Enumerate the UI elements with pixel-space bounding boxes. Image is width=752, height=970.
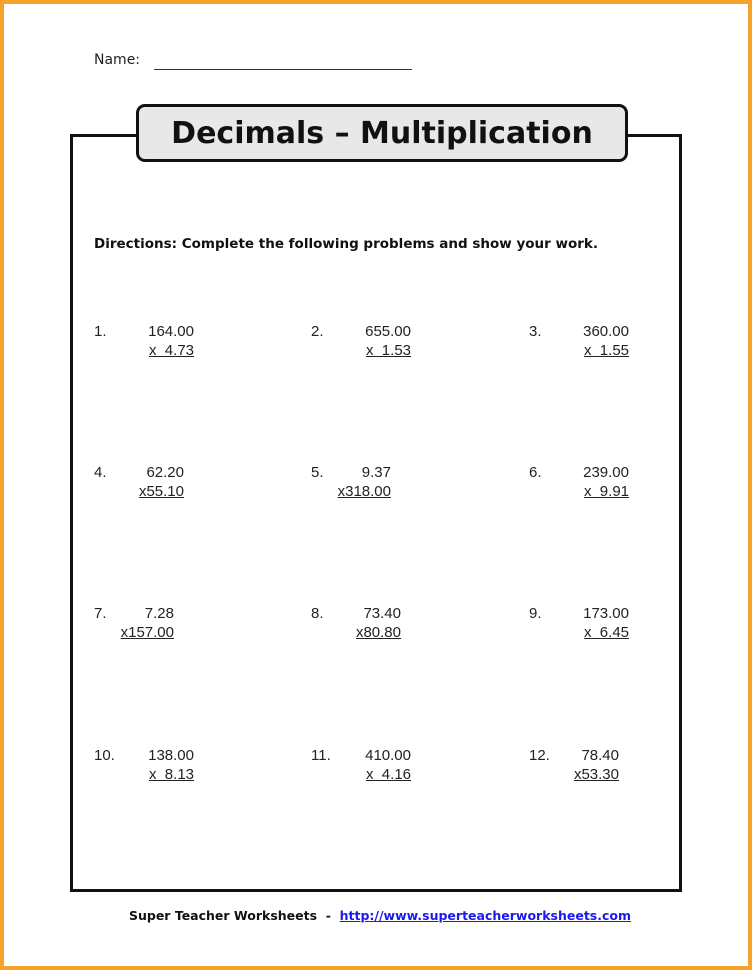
multiplicand: 655.00 <box>365 323 411 340</box>
problem-number: 9. <box>529 605 542 622</box>
multiplier: x318.00 <box>337 483 391 500</box>
problem-4 <box>94 463 184 503</box>
problem-number: 2. <box>311 323 324 340</box>
problem-1 <box>94 322 194 362</box>
multiplicand: 78.40 <box>581 747 619 764</box>
multiplicand: 62.20 <box>146 464 184 481</box>
multiplier: x 8.13 <box>148 766 194 783</box>
multiplicand: 138.00 <box>148 747 194 764</box>
problem-7 <box>94 604 174 644</box>
multiplicand: 73.40 <box>363 605 401 622</box>
problem-10 <box>94 746 194 786</box>
multiplier: x 9.91 <box>583 483 629 500</box>
problem-number: 1. <box>94 323 107 340</box>
page-title: Decimals – Multiplication <box>136 104 628 162</box>
multiplicand: 7.28 <box>144 605 174 622</box>
problem-number: 7. <box>94 605 107 622</box>
problem-number: 8. <box>311 605 324 622</box>
problem-5 <box>311 463 391 503</box>
multiplier: x55.10 <box>138 483 184 500</box>
problem-number: 10. <box>94 747 115 764</box>
problem-number: 4. <box>94 464 107 481</box>
problem-number: 6. <box>529 464 542 481</box>
problem-number: 5. <box>311 464 324 481</box>
directions-text: Directions: Complete the following problems and show your work. <box>94 236 599 252</box>
multiplier: x53.30 <box>573 766 619 783</box>
problem-6 <box>529 463 629 503</box>
name-blank-line <box>154 69 412 70</box>
multiplier: x 4.73 <box>148 342 194 359</box>
multiplicand: 173.00 <box>583 605 629 622</box>
problem-12 <box>529 746 619 786</box>
multiplier: x157.00 <box>120 624 174 641</box>
footer-website-link[interactable]: http://www.superteacherworksheets.com <box>339 908 632 923</box>
multiplier: x 1.55 <box>583 342 629 359</box>
multiplier: x 4.16 <box>365 766 411 783</box>
multiplicand: 9.37 <box>361 464 391 481</box>
multiplicand: 410.00 <box>365 747 411 764</box>
problem-8 <box>311 604 401 644</box>
problem-11 <box>311 746 411 786</box>
multiplier: x 1.53 <box>365 342 411 359</box>
footer <box>4 908 752 923</box>
problem-number: 11. <box>311 747 331 764</box>
name-label: Name: <box>94 52 141 68</box>
multiplier: x 6.45 <box>583 624 629 641</box>
problem-2 <box>311 322 411 362</box>
multiplier: x80.80 <box>355 624 401 641</box>
multiplicand: 239.00 <box>583 464 629 481</box>
footer-publisher: Super Teacher Worksheets - <box>128 908 340 923</box>
multiplicand: 360.00 <box>583 323 629 340</box>
problem-3 <box>529 322 629 362</box>
problem-9 <box>529 604 629 644</box>
problem-number: 12. <box>529 747 550 764</box>
multiplicand: 164.00 <box>148 323 194 340</box>
problem-number: 3. <box>529 323 542 340</box>
